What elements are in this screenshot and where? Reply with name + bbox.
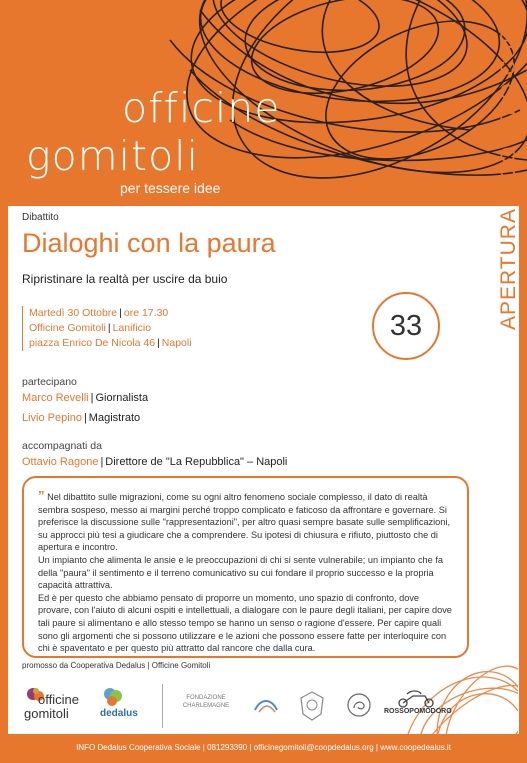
fondazione-line: FONDAZIONE <box>186 695 226 701</box>
brand-gomitoli: gomitoli <box>26 132 199 180</box>
companions-label: accompagnati da <box>22 440 102 452</box>
partner-snail-logo <box>344 692 374 722</box>
promoted-by: promosso da Cooperativa Dedalus | Officine Gomitoli <box>22 661 211 670</box>
event-address: piazza Enrico De Nicola 46 <box>29 337 156 349</box>
partner-logo <box>248 696 284 720</box>
content-panel <box>8 206 519 734</box>
participant-row: Livio Pepino | Magistrato <box>22 412 141 424</box>
promo-org: Cooperativa Dedalus <box>70 661 146 670</box>
rossopomodoro-logo <box>384 688 452 728</box>
logo-dedalus-text: dedalus <box>100 708 138 719</box>
logo-gomitoli-text: gomitoli <box>24 706 69 721</box>
event-number-badge: 33 <box>372 292 440 360</box>
event-venue: Officine Gomitoli <box>29 322 106 334</box>
snail-icon <box>346 692 372 718</box>
partner-mark-icon <box>251 696 281 716</box>
logo-rossopomodoro-text: ROSSOPOMODORO <box>384 708 452 715</box>
promo-label: promosso da <box>22 661 69 670</box>
description-paragraph: Ed è per questo che abbiamo pensato di proporre un momento, uno spazio di confronto, dove provare, con l'aiuto di alcuni ospiti e intellettuali, a dialogare con le paure degli italiani, per capire dove tali paure si alimentano e allo stesso tempo se hanno un senso o ragione d'essere. Per capire quali sono gli argomenti che si possono utilizzare e le azioni che possono essere fatte per interloquire con chi è spaventato e per questo più attratto dal rancore che dalla cura. <box>38 592 452 654</box>
participant-name: Livio Pepino <box>22 412 82 424</box>
sponsor-logos <box>22 684 502 732</box>
companion-role: Direttore de "La Repubblica" – Napoli <box>105 456 288 468</box>
header <box>0 0 527 205</box>
dedalus-logo <box>96 686 146 728</box>
logo-divider <box>162 684 163 728</box>
fondazione-logo <box>174 694 238 710</box>
brand-tagline: per tessere idee <box>120 180 221 196</box>
event-time: ore 17.30 <box>123 307 169 319</box>
companion-row: Ottavio Ragone | Direttore de "La Repubblica" – Napoli <box>22 456 288 468</box>
participant-role: Giornalista <box>95 392 149 404</box>
participant-row: Marco Revelli | Giornalista <box>22 392 149 404</box>
brand-officine: officine <box>122 84 281 132</box>
description-paragraph: Nel dibattito sulle migrazioni, come su ogni altro fenomeno sociale complesso, il dato di realtà sembra sospeso, messo ai margini perché troppo complicato e faticoso da affrontare e governare. Si preferisce la discussione sulle "rappresentazioni", per altro quasi sempre basate sulle semplificazioni, su approcci più tesi a giudicare che a comprendere. Su ipotesi di chiusura e rifiuto, piuttosto che di apertura e incontro. <box>38 492 450 553</box>
logo-officine-text: officine <box>38 692 79 707</box>
event-subtitle: Ripristinare la realtà per uscire da buio <box>22 272 228 286</box>
officine-gomitoli-logo <box>22 686 84 726</box>
description-paragraph: Un impianto che alimenta le ansie e le preoccupazioni di chi si sente vulnerabile; un impianto che fa della "paura" il sentimento e il terreno comunicativo su cui fondare il proprio successo e la propria capacità attrattiva. <box>38 554 443 591</box>
event-title: Dialoghi con la paura <box>22 228 276 258</box>
dedalus-mark-icon <box>102 686 124 708</box>
event-venue-sub: Lanificio <box>112 322 152 334</box>
participant-name: Marco Revelli <box>22 392 89 404</box>
event-info: Martedì 30 Ottobre | ore 17.30 Officine Gomitoli | Lanificio piazza Enrico De Nicola 46 | Napoli <box>22 306 192 351</box>
vertical-slogan: APERTURA INCONTRO CURA <box>497 12 520 330</box>
event-date: Martedì 30 Ottobre <box>29 307 118 319</box>
companion-name: Ottavio Ragone <box>22 456 99 468</box>
footer-info: INFO Dedalus Cooperativa Sociale | 081293390 | officinegomitoli@coopdedalus.org | www.coopedealus.it <box>76 742 451 752</box>
participant-role: Magistrato <box>88 412 141 424</box>
promo-org: Officine Gomitoli <box>151 661 211 670</box>
quote-mark-icon: ” <box>38 488 45 503</box>
partner-crest-logo <box>292 690 332 724</box>
crest-icon <box>295 690 329 722</box>
event-kicker: Dibattito <box>22 212 59 223</box>
fondazione-line: CHARLEMAGNE <box>182 703 230 709</box>
participants-label: partecipano <box>22 376 77 388</box>
scooter-icon <box>393 688 439 708</box>
event-city: Napoli <box>161 337 192 349</box>
